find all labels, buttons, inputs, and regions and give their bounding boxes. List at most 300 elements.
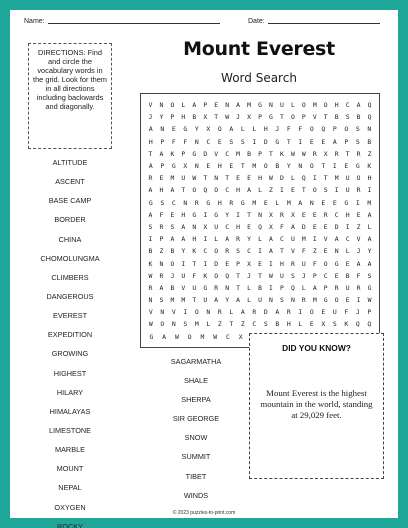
grid-letter[interactable]: W [367,296,372,305]
grid-letter[interactable]: J [301,271,306,280]
grid-letter[interactable]: A [367,259,372,268]
grid-letter[interactable]: A [159,283,164,292]
grid-letter[interactable]: R [286,308,291,317]
grid-letter[interactable]: O [312,186,317,195]
grid-letter[interactable]: T [321,162,326,171]
grid-letter[interactable]: S [170,222,175,231]
grid-letter[interactable]: E [345,259,350,268]
grid-letter[interactable]: S [236,247,241,256]
grid-letter[interactable]: B [247,149,251,158]
grid-letter[interactable]: C [279,235,284,244]
grid-letter[interactable]: I [181,259,186,268]
grid-letter[interactable]: Q [203,186,208,195]
grid-letter[interactable]: A [148,162,153,171]
grid-letter[interactable]: A [367,210,372,219]
grid-letter[interactable]: M [286,198,291,207]
grid-letter[interactable]: T [192,259,197,268]
grid-letter[interactable]: X [247,259,251,268]
grid-letter[interactable]: K [192,247,197,256]
grid-letter[interactable]: E [214,101,219,110]
grid-letter[interactable]: U [279,271,284,280]
grid-letter[interactable]: V [356,235,361,244]
grid-letter[interactable]: M [247,101,251,110]
grid-letter[interactable]: T [323,113,328,122]
grid-letter[interactable]: I [355,198,360,207]
grid-letter[interactable]: Q [321,125,326,134]
grid-letter[interactable]: S [355,125,360,134]
grid-letter[interactable]: P [323,283,328,292]
grid-letter[interactable]: D [263,137,268,146]
grid-letter[interactable]: A [298,198,303,207]
grid-letter[interactable]: R [159,222,164,231]
grid-letter[interactable]: U [332,308,337,317]
grid-letter[interactable]: P [312,271,317,280]
grid-letter[interactable]: H [236,222,241,231]
grid-letter[interactable]: C [247,247,251,256]
grid-letter[interactable]: R [279,210,284,219]
grid-letter[interactable]: G [171,162,176,171]
grid-letter[interactable]: L [240,125,245,134]
grid-letter[interactable]: C [206,137,211,146]
grid-letter[interactable]: F [159,210,164,219]
grid-letter[interactable]: N [225,283,230,292]
grid-letter[interactable]: Z [159,247,164,256]
grid-letter[interactable]: A [162,332,167,341]
grid-letter[interactable]: U [203,296,208,305]
grid-letter[interactable]: A [148,210,153,219]
grid-letter[interactable]: H [334,101,339,110]
grid-letter[interactable]: H [279,259,284,268]
grid-letter[interactable]: Y [286,162,291,171]
grid-letter[interactable]: M [170,174,175,183]
date-blank[interactable] [268,23,380,24]
grid-letter[interactable]: G [240,198,245,207]
grid-letter[interactable]: Q [225,271,230,280]
grid-letter[interactable]: E [309,320,314,329]
grid-letter[interactable]: F [192,271,197,280]
grid-letter[interactable]: X [206,125,211,134]
grid-letter[interactable]: S [240,137,245,146]
grid-letter[interactable]: X [203,222,208,231]
grid-letter[interactable]: O [160,320,165,329]
grid-letter[interactable]: Z [269,186,273,195]
grid-letter[interactable]: D [203,149,208,158]
grid-letter[interactable]: I [298,308,303,317]
grid-letter[interactable]: U [345,174,350,183]
grid-letter[interactable]: E [247,222,251,231]
grid-letter[interactable]: P [160,137,165,146]
grid-letter[interactable]: P [301,113,306,122]
grid-letter[interactable]: E [312,222,317,231]
grid-letter[interactable]: V [312,113,317,122]
grid-letter[interactable]: A [290,222,295,231]
grid-letter[interactable]: Y [159,113,164,122]
grid-letter[interactable]: A [229,125,234,134]
grid-letter[interactable]: J [236,113,241,122]
grid-letter[interactable]: C [323,271,328,280]
grid-letter[interactable]: E [356,210,361,219]
grid-letter[interactable]: T [148,149,153,158]
grid-letter[interactable]: C [225,186,230,195]
grid-letter[interactable]: O [263,162,268,171]
grid-letter[interactable]: W [225,113,230,122]
grid-letter[interactable]: I [312,174,317,183]
grid-letter[interactable]: O [194,308,199,317]
grid-letter[interactable]: X [247,113,251,122]
grid-letter[interactable]: J [148,113,153,122]
grid-letter[interactable]: U [279,101,284,110]
grid-letter[interactable]: A [334,235,339,244]
grid-letter[interactable]: L [258,235,262,244]
grid-letter[interactable]: S [323,186,328,195]
grid-letter[interactable]: F [286,125,291,134]
grid-letter[interactable]: T [258,271,262,280]
grid-letter[interactable]: R [217,308,222,317]
grid-letter[interactable]: J [170,271,175,280]
grid-letter[interactable]: E [321,198,326,207]
grid-letter[interactable]: M [170,296,175,305]
grid-letter[interactable]: O [334,296,339,305]
grid-letter[interactable]: N [269,296,273,305]
grid-letter[interactable]: S [160,198,165,207]
grid-letter[interactable]: R [252,308,257,317]
grid-letter[interactable]: I [148,235,153,244]
grid-letter[interactable]: S [183,320,188,329]
grid-letter[interactable]: X [238,332,243,341]
grid-letter[interactable]: R [225,247,230,256]
grid-letter[interactable]: O [344,125,349,134]
grid-letter[interactable]: J [356,247,361,256]
grid-letter[interactable]: I [334,186,339,195]
grid-letter[interactable]: U [192,283,197,292]
grid-letter[interactable]: T [229,320,234,329]
grid-letter[interactable]: N [298,162,303,171]
grid-letter[interactable]: H [159,186,164,195]
grid-letter[interactable]: B [334,113,339,122]
grid-letter[interactable]: A [192,101,197,110]
grid-letter[interactable]: L [290,101,295,110]
grid-letter[interactable]: U [301,259,306,268]
grid-letter[interactable]: Q [290,283,295,292]
grid-letter[interactable]: E [247,174,251,183]
grid-letter[interactable]: I [269,259,273,268]
grid-letter[interactable]: B [258,283,262,292]
grid-letter[interactable]: S [332,320,337,329]
grid-letter[interactable]: M [181,296,186,305]
grid-letter[interactable]: M [301,235,306,244]
grid-letter[interactable]: D [263,308,268,317]
grid-letter[interactable]: Y [194,125,199,134]
grid-letter[interactable]: I [367,186,372,195]
grid-letter[interactable]: A [148,125,153,134]
grid-letter[interactable]: V [148,308,153,317]
grid-letter[interactable]: I [183,308,188,317]
grid-letter[interactable]: M [252,198,257,207]
grid-letter[interactable]: P [367,308,372,317]
grid-letter[interactable]: L [252,125,257,134]
grid-letter[interactable]: O [214,271,219,280]
grid-letter[interactable]: F [183,137,188,146]
grid-letter[interactable]: H [345,210,350,219]
grid-letter[interactable]: A [181,235,186,244]
grid-letter[interactable]: I [269,283,273,292]
grid-letter[interactable]: G [192,210,197,219]
grid-letter[interactable]: G [355,162,360,171]
grid-letter[interactable]: I [356,296,361,305]
grid-letter[interactable]: L [181,101,186,110]
grid-letter[interactable]: N [159,259,164,268]
grid-letter[interactable]: R [236,235,241,244]
grid-letter[interactable]: C [225,222,230,231]
grid-letter[interactable]: O [323,101,328,110]
grid-letter[interactable]: U [214,222,219,231]
grid-letter[interactable]: D [279,174,284,183]
grid-letter[interactable]: B [356,113,361,122]
grid-letter[interactable]: H [263,125,268,134]
grid-letter[interactable]: A [240,308,245,317]
grid-letter[interactable]: H [236,186,241,195]
grid-letter[interactable]: C [171,198,176,207]
grid-letter[interactable]: T [181,186,186,195]
grid-letter[interactable]: E [263,198,268,207]
grid-letter[interactable]: A [269,247,273,256]
grid-letter[interactable]: R [290,259,295,268]
grid-letter[interactable]: Y [181,247,186,256]
grid-letter[interactable]: B [170,283,175,292]
grid-letter[interactable]: H [148,137,153,146]
grid-letter[interactable]: A [247,186,251,195]
grid-letter[interactable]: L [229,308,234,317]
grid-letter[interactable]: F [171,137,176,146]
grid-letter[interactable]: T [225,174,230,183]
grid-letter[interactable]: U [345,186,350,195]
grid-letter[interactable]: I [252,137,257,146]
grid-letter[interactable]: W [269,174,273,183]
grid-letter[interactable]: O [170,101,175,110]
grid-letter[interactable]: T [279,113,284,122]
grid-letter[interactable]: V [148,101,153,110]
grid-letter[interactable]: N [160,308,165,317]
grid-letter[interactable]: K [170,149,175,158]
grid-letter[interactable]: K [279,149,284,158]
grid-letter[interactable]: G [214,210,219,219]
grid-letter[interactable]: H [217,162,222,171]
grid-letter[interactable]: B [275,162,280,171]
grid-letter[interactable]: O [356,174,361,183]
grid-letter[interactable]: A [367,235,372,244]
grid-letter[interactable]: Z [367,149,372,158]
grid-letter[interactable]: L [247,296,251,305]
grid-letter[interactable]: Z [356,222,361,231]
grid-letter[interactable]: L [206,320,211,329]
grid-letter[interactable]: X [269,210,273,219]
grid-letter[interactable]: P [236,259,241,268]
grid-letter[interactable]: E [312,210,317,219]
grid-letter[interactable]: G [344,198,349,207]
grid-letter[interactable]: T [323,174,328,183]
grid-letter[interactable]: E [321,308,326,317]
grid-letter[interactable]: K [203,271,208,280]
grid-letter[interactable]: H [192,235,197,244]
grid-letter[interactable]: W [213,332,218,341]
name-blank[interactable] [48,23,220,24]
grid-letter[interactable]: A [159,149,164,158]
grid-letter[interactable]: E [323,222,328,231]
grid-letter[interactable]: O [309,125,314,134]
grid-letter[interactable]: C [203,247,208,256]
grid-letter[interactable]: J [247,271,251,280]
grid-letter[interactable]: T [236,271,241,280]
grid-letter[interactable]: E [236,174,241,183]
grid-letter[interactable]: R [159,271,164,280]
grid-letter[interactable]: I [203,259,208,268]
grid-letter[interactable]: K [148,259,153,268]
grid-letter[interactable]: T [247,210,251,219]
grid-letter[interactable]: G [367,283,372,292]
grid-letter[interactable]: M [367,198,372,207]
grid-letter[interactable]: A [312,283,317,292]
grid-letter[interactable]: N [171,320,176,329]
grid-letter[interactable]: P [181,149,186,158]
grid-letter[interactable]: M [236,149,241,158]
grid-letter[interactable]: E [323,247,328,256]
grid-letter[interactable]: O [290,113,295,122]
grid-letter[interactable]: A [332,137,337,146]
grid-letter[interactable]: H [217,198,222,207]
grid-letter[interactable]: S [279,296,284,305]
grid-letter[interactable]: S [148,222,153,231]
grid-letter[interactable]: L [345,247,350,256]
grid-letter[interactable]: R [301,296,306,305]
grid-letter[interactable]: I [258,247,262,256]
grid-letter[interactable]: G [258,101,262,110]
grid-letter[interactable]: E [301,210,306,219]
grid-letter[interactable]: R [214,283,219,292]
grid-letter[interactable]: A [275,308,280,317]
grid-letter[interactable]: V [290,247,295,256]
grid-letter[interactable]: O [309,162,314,171]
grid-letter[interactable]: T [269,149,273,158]
grid-letter[interactable]: X [323,149,328,158]
grid-letter[interactable]: T [301,186,306,195]
grid-letter[interactable]: P [258,149,262,158]
grid-letter[interactable]: U [290,235,295,244]
grid-letter[interactable]: A [236,101,241,110]
grid-letter[interactable]: S [263,320,268,329]
grid-letter[interactable]: I [332,162,337,171]
grid-letter[interactable]: E [344,162,349,171]
grid-letter[interactable]: P [160,162,165,171]
grid-letter[interactable]: Y [367,247,372,256]
grid-letter[interactable]: P [159,235,164,244]
grid-letter[interactable]: G [275,137,280,146]
grid-letter[interactable]: C [225,149,230,158]
grid-letter[interactable]: H [181,113,186,122]
grid-letter[interactable]: K [344,320,349,329]
grid-letter[interactable]: G [334,259,339,268]
grid-letter[interactable]: Q [367,320,372,329]
grid-letter[interactable]: W [174,332,179,341]
grid-letter[interactable]: M [312,101,317,110]
grid-letter[interactable]: E [334,271,339,280]
grid-letter[interactable]: M [312,296,317,305]
grid-letter[interactable]: R [356,283,361,292]
grid-letter[interactable]: S [355,137,360,146]
grid-letter[interactable]: Q [367,101,372,110]
grid-letter[interactable]: M [252,162,257,171]
grid-letter[interactable]: N [225,101,230,110]
grid-letter[interactable]: P [258,113,262,122]
grid-letter[interactable]: G [149,332,154,341]
grid-letter[interactable]: A [356,101,361,110]
grid-letter[interactable]: X [290,210,295,219]
grid-letter[interactable]: C [252,320,257,329]
grid-letter[interactable]: A [148,186,153,195]
grid-letter[interactable]: M [334,174,339,183]
grid-letter[interactable]: E [290,186,295,195]
grid-letter[interactable]: B [345,271,350,280]
grid-letter[interactable]: A [170,235,175,244]
grid-letter[interactable]: N [214,174,219,183]
grid-letter[interactable]: Z [240,320,245,329]
grid-letter[interactable]: V [171,308,176,317]
grid-letter[interactable]: V [323,235,328,244]
grid-letter[interactable]: U [258,296,262,305]
grid-letter[interactable]: P [332,125,337,134]
grid-letter[interactable]: L [275,198,280,207]
grid-letter[interactable]: B [367,137,372,146]
grid-letter[interactable]: J [355,308,360,317]
grid-letter[interactable]: O [217,125,222,134]
grid-letter[interactable]: R [148,174,153,183]
grid-letter[interactable]: E [309,137,314,146]
grid-letter[interactable]: R [334,283,339,292]
grid-letter[interactable]: D [214,259,219,268]
grid-letter[interactable]: N [194,137,199,146]
grid-letter[interactable]: T [240,162,245,171]
grid-letter[interactable]: Q [301,174,306,183]
grid-letter[interactable]: S [345,113,350,122]
grid-letter[interactable]: O [214,186,219,195]
grid-letter[interactable]: P [344,137,349,146]
grid-letter[interactable]: L [214,235,219,244]
grid-letter[interactable]: E [345,296,350,305]
grid-letter[interactable]: M [200,332,205,341]
grid-letter[interactable]: W [192,174,197,183]
grid-letter[interactable]: N [148,296,153,305]
grid-letter[interactable]: R [323,210,328,219]
grid-letter[interactable]: E [332,198,337,207]
grid-letter[interactable]: N [192,222,197,231]
grid-letter[interactable]: G [323,296,328,305]
grid-letter[interactable]: N [367,125,372,134]
grid-letter[interactable]: K [367,162,372,171]
grid-letter[interactable]: F [298,125,303,134]
grid-letter[interactable]: I [203,235,208,244]
grid-letter[interactable]: X [269,222,273,231]
grid-letter[interactable]: G [183,125,188,134]
grid-letter[interactable]: X [321,320,326,329]
grid-letter[interactable]: G [192,149,197,158]
grid-letter[interactable]: N [309,198,314,207]
grid-letter[interactable]: L [301,283,306,292]
grid-letter[interactable]: H [286,320,291,329]
grid-letter[interactable]: F [312,259,317,268]
grid-letter[interactable]: O [214,247,219,256]
grid-letter[interactable]: Y [225,296,230,305]
grid-letter[interactable]: E [171,125,176,134]
grid-letter[interactable]: P [170,113,175,122]
